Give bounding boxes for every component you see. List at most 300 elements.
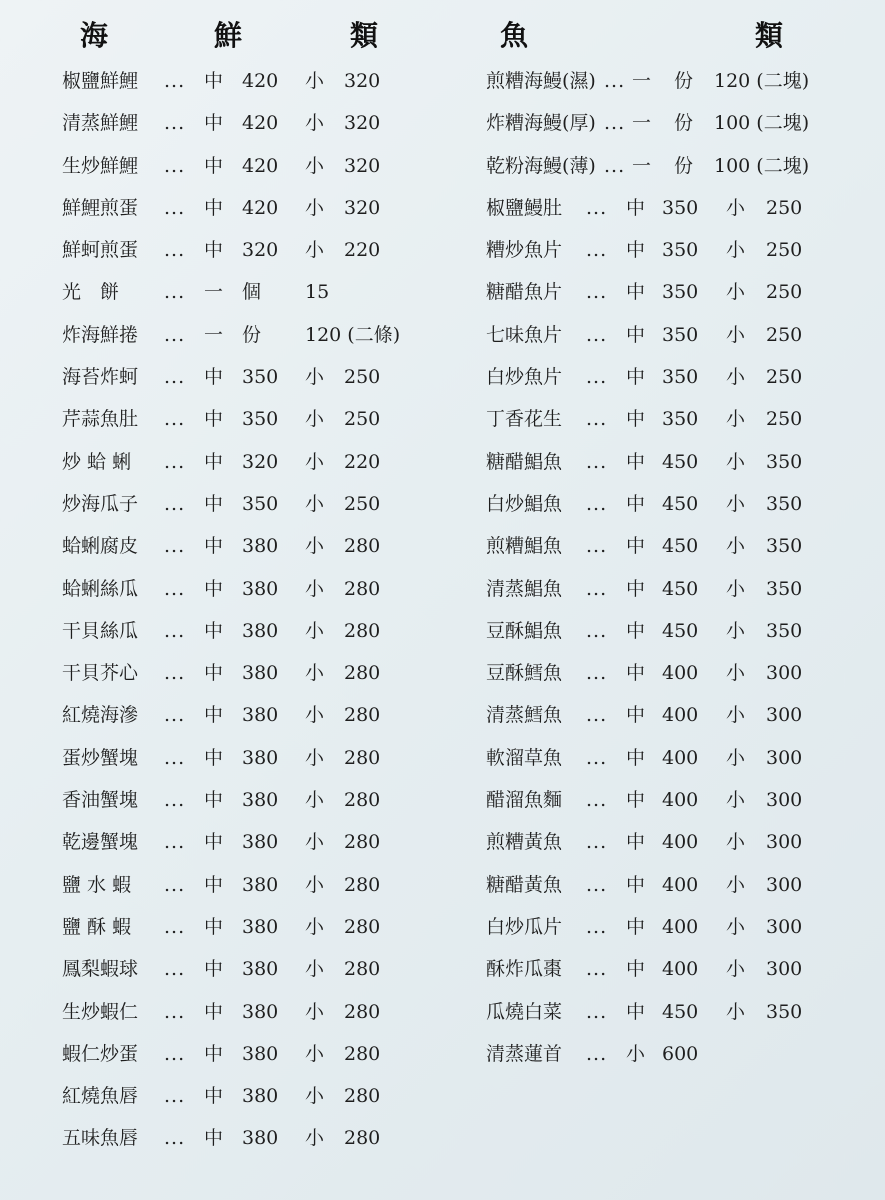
leader-dots: ... bbox=[164, 112, 186, 135]
price-medium: 400 bbox=[662, 662, 699, 685]
size-label-small: 100 (二塊) bbox=[714, 154, 810, 177]
price-small: 350 bbox=[766, 577, 803, 600]
leader-dots: ... bbox=[164, 154, 186, 177]
size-label-small: 小 bbox=[305, 873, 325, 896]
price-medium: 450 bbox=[662, 450, 699, 473]
menu-item-row bbox=[62, 779, 492, 821]
menu-item-row bbox=[486, 1033, 885, 1075]
dish-name: 清蒸鮮鯉 bbox=[62, 112, 139, 135]
leader-dots: ... bbox=[164, 239, 186, 262]
price-medium: 420 bbox=[242, 112, 279, 135]
price-small: 280 bbox=[344, 1085, 381, 1108]
dish-name: 煎糟海鰻(濕) bbox=[486, 70, 596, 92]
size-label-small: 小 bbox=[305, 577, 325, 600]
price-medium: 400 bbox=[662, 958, 699, 981]
price-small: 300 bbox=[766, 704, 803, 727]
menu-item-row bbox=[62, 102, 492, 144]
dish-name: 煎糟鯧魚 bbox=[486, 535, 563, 558]
dish-name: 煎糟黃魚 bbox=[486, 831, 563, 854]
dish-name: 清蒸鯧魚 bbox=[486, 577, 563, 600]
dish-name: 蛤蜊絲瓜 bbox=[62, 577, 139, 600]
leader-dots: ... bbox=[586, 366, 608, 389]
menu-item-row bbox=[486, 102, 885, 144]
price-small: 280 bbox=[344, 873, 381, 896]
size-label-medium: 中 bbox=[626, 239, 646, 262]
menu-item-row bbox=[62, 610, 492, 652]
dish-name: 軟溜草魚 bbox=[486, 746, 563, 769]
dish-name: 炸糟海鰻(厚) bbox=[486, 112, 596, 135]
size-label-medium: 中 bbox=[626, 619, 646, 642]
dish-name: 炒 蛤 蜊 bbox=[62, 450, 132, 473]
size-label-small: 120 (二塊) bbox=[714, 70, 810, 92]
leader-dots: ... bbox=[164, 873, 186, 896]
leader-dots: ... bbox=[586, 450, 608, 473]
menu-item-row bbox=[486, 356, 885, 398]
menu-item-row bbox=[62, 441, 492, 483]
size-label-medium: 中 bbox=[626, 492, 646, 515]
size-label-small: 小 bbox=[726, 915, 746, 938]
dish-name: 乾粉海鰻(薄) bbox=[486, 154, 596, 177]
leader-dots: ... bbox=[604, 154, 626, 177]
leader-dots: ... bbox=[586, 577, 608, 600]
leader-dots: ... bbox=[164, 1127, 186, 1150]
price-medium: 400 bbox=[662, 831, 699, 854]
price-small: 280 bbox=[344, 831, 381, 854]
menu-item-row bbox=[486, 737, 885, 779]
size-label-small: 小 bbox=[305, 915, 325, 938]
price-medium: 350 bbox=[662, 196, 699, 219]
size-label-small: 小 bbox=[305, 154, 325, 177]
header-char-5: 類 bbox=[755, 19, 784, 52]
price-medium: 380 bbox=[242, 619, 279, 642]
dish-name: 瓜燒白菜 bbox=[486, 1000, 563, 1023]
leader-dots: ... bbox=[164, 408, 186, 431]
leader-dots: ... bbox=[164, 789, 186, 812]
menu-item-row bbox=[486, 610, 885, 652]
leader-dots: ... bbox=[164, 196, 186, 219]
price-medium: 380 bbox=[242, 789, 279, 812]
size-label-medium: 中 bbox=[204, 662, 224, 685]
dish-name: 醋溜魚麵 bbox=[486, 789, 563, 812]
leader-dots: ... bbox=[164, 323, 186, 346]
price-medium: 400 bbox=[662, 704, 699, 727]
price-medium: 380 bbox=[242, 1085, 279, 1108]
price-medium: 份 bbox=[674, 154, 694, 177]
menu-item-row bbox=[486, 60, 885, 102]
price-small: 280 bbox=[344, 535, 381, 558]
dish-name: 炒海瓜子 bbox=[62, 492, 139, 515]
dish-name: 干貝芥心 bbox=[62, 662, 139, 685]
leader-dots: ... bbox=[604, 112, 626, 135]
seafood-column bbox=[62, 60, 492, 1160]
dish-name: 七味魚片 bbox=[486, 323, 563, 346]
leader-dots: ... bbox=[164, 281, 186, 304]
price-small: 250 bbox=[766, 408, 803, 431]
size-label-small: 小 bbox=[305, 619, 325, 642]
size-label-medium: 中 bbox=[204, 1000, 224, 1023]
price-small: 250 bbox=[766, 281, 803, 304]
leader-dots: ... bbox=[164, 1000, 186, 1023]
price-medium: 400 bbox=[662, 873, 699, 896]
dish-name: 紅燒海滲 bbox=[62, 704, 139, 727]
leader-dots: ... bbox=[164, 662, 186, 685]
dish-name: 鹽 水 蝦 bbox=[62, 873, 132, 896]
leader-dots: ... bbox=[164, 619, 186, 642]
price-small: 320 bbox=[344, 154, 381, 177]
size-label-medium: 一 bbox=[632, 70, 652, 92]
menu-item-row bbox=[486, 694, 885, 736]
size-label-small: 小 bbox=[726, 281, 746, 304]
price-medium: 350 bbox=[662, 408, 699, 431]
price-small: 250 bbox=[766, 323, 803, 346]
price-small: 280 bbox=[344, 958, 381, 981]
price-small: 250 bbox=[344, 408, 381, 431]
menu-item-row bbox=[62, 906, 492, 948]
price-small: 250 bbox=[766, 239, 803, 262]
size-label-medium: 中 bbox=[204, 958, 224, 981]
size-label-small: 小 bbox=[305, 704, 325, 727]
price-medium: 450 bbox=[662, 535, 699, 558]
dish-name: 蛋炒蟹塊 bbox=[62, 746, 139, 769]
leader-dots: ... bbox=[164, 704, 186, 727]
dish-name: 糖醋魚片 bbox=[486, 281, 563, 304]
menu-item-row bbox=[62, 145, 492, 187]
size-label-medium: 中 bbox=[626, 789, 646, 812]
leader-dots: ... bbox=[164, 831, 186, 854]
price-medium: 份 bbox=[674, 70, 694, 92]
size-label-medium: 中 bbox=[626, 450, 646, 473]
price-medium: 400 bbox=[662, 915, 699, 938]
size-label-small: 小 bbox=[305, 1000, 325, 1023]
size-label-medium: 中 bbox=[626, 958, 646, 981]
size-label-medium: 中 bbox=[204, 1085, 224, 1108]
size-label-small: 小 bbox=[726, 873, 746, 896]
dish-name: 鮮鯉煎蛋 bbox=[62, 196, 139, 219]
dish-name: 豆酥鯧魚 bbox=[486, 619, 563, 642]
size-label-small: 100 (二塊) bbox=[714, 112, 810, 135]
header-char-4: 魚 bbox=[500, 19, 529, 52]
price-medium: 450 bbox=[662, 492, 699, 515]
leader-dots: ... bbox=[164, 915, 186, 938]
price-small: 280 bbox=[344, 746, 381, 769]
size-label-small: 小 bbox=[726, 958, 746, 981]
size-label-medium: 中 bbox=[626, 662, 646, 685]
price-medium: 450 bbox=[662, 1000, 699, 1023]
dish-name: 紅燒魚唇 bbox=[62, 1085, 139, 1108]
size-label-medium: 中 bbox=[626, 366, 646, 389]
price-small: 350 bbox=[766, 1000, 803, 1023]
menu-item-row bbox=[62, 187, 492, 229]
leader-dots: ... bbox=[164, 535, 186, 558]
price-medium: 400 bbox=[662, 789, 699, 812]
menu-item-row bbox=[62, 1117, 492, 1159]
size-label-small: 小 bbox=[726, 239, 746, 262]
menu-item-row bbox=[486, 145, 885, 187]
leader-dots: ... bbox=[164, 1085, 186, 1108]
size-label-medium: 中 bbox=[204, 239, 224, 262]
menu-item-row bbox=[62, 314, 492, 356]
price-small: 300 bbox=[766, 746, 803, 769]
dish-name: 白炒魚片 bbox=[486, 366, 563, 389]
price-small: 300 bbox=[766, 873, 803, 896]
size-label-small: 小 bbox=[305, 662, 325, 685]
menu-header bbox=[0, 14, 885, 54]
price-medium: 380 bbox=[242, 915, 279, 938]
size-label-small: 小 bbox=[305, 492, 325, 515]
size-label-medium: 中 bbox=[204, 492, 224, 515]
leader-dots: ... bbox=[586, 196, 608, 219]
price-medium: 450 bbox=[662, 619, 699, 642]
price-small: 300 bbox=[766, 915, 803, 938]
size-label-medium: 中 bbox=[626, 577, 646, 600]
menu-item-row bbox=[62, 991, 492, 1033]
dish-name: 生炒鮮鯉 bbox=[62, 154, 139, 177]
dish-name: 香油蟹塊 bbox=[62, 789, 139, 812]
price-small: 350 bbox=[766, 450, 803, 473]
leader-dots: ... bbox=[586, 281, 608, 304]
size-label-small: 小 bbox=[305, 450, 325, 473]
size-label-medium: 中 bbox=[204, 450, 224, 473]
size-label-medium: 中 bbox=[204, 1042, 224, 1065]
price-medium: 380 bbox=[242, 1042, 279, 1065]
dish-name: 酥炸瓜棗 bbox=[486, 958, 563, 981]
price-medium: 份 bbox=[242, 323, 262, 346]
leader-dots: ... bbox=[586, 1000, 608, 1023]
size-label-small: 小 bbox=[305, 366, 325, 389]
size-label-small: 小 bbox=[726, 746, 746, 769]
leader-dots: ... bbox=[586, 492, 608, 515]
menu-item-row bbox=[62, 864, 492, 906]
size-label-medium: 中 bbox=[626, 323, 646, 346]
size-label-medium: 中 bbox=[204, 873, 224, 896]
price-medium: 420 bbox=[242, 196, 279, 219]
dish-name: 蛤蜊腐皮 bbox=[62, 535, 139, 558]
price-medium: 380 bbox=[242, 873, 279, 896]
price-small: 280 bbox=[344, 1127, 381, 1150]
size-label-medium: 一 bbox=[204, 281, 224, 304]
size-label-small: 小 bbox=[726, 662, 746, 685]
leader-dots: ... bbox=[586, 746, 608, 769]
dish-name: 乾邊蟹塊 bbox=[62, 831, 139, 854]
leader-dots: ... bbox=[586, 915, 608, 938]
size-label-small: 小 bbox=[305, 239, 325, 262]
size-label-medium: 中 bbox=[626, 873, 646, 896]
size-label-medium: 中 bbox=[626, 408, 646, 431]
size-label-small: 小 bbox=[726, 366, 746, 389]
price-small: 250 bbox=[766, 366, 803, 389]
menu-item-row bbox=[62, 1075, 492, 1117]
menu-item-row bbox=[486, 271, 885, 313]
price-small: 280 bbox=[344, 577, 381, 600]
size-label-small: 小 bbox=[726, 831, 746, 854]
menu-item-row bbox=[486, 229, 885, 271]
price-medium: 420 bbox=[242, 154, 279, 177]
size-label-small: 小 bbox=[305, 70, 325, 92]
leader-dots: ... bbox=[604, 70, 626, 92]
price-small: 320 bbox=[344, 70, 381, 92]
menu-item-row bbox=[486, 864, 885, 906]
dish-name: 鹽 酥 蝦 bbox=[62, 915, 132, 938]
price-small: 220 bbox=[344, 239, 381, 262]
leader-dots: ... bbox=[586, 619, 608, 642]
size-label-medium: 中 bbox=[204, 746, 224, 769]
dish-name: 白炒鯧魚 bbox=[486, 492, 563, 515]
price-small: 280 bbox=[344, 619, 381, 642]
size-label-medium: 中 bbox=[204, 831, 224, 854]
dish-name: 芹蒜魚肚 bbox=[62, 408, 139, 431]
size-label-medium: 中 bbox=[626, 1000, 646, 1023]
size-label-medium: 中 bbox=[626, 831, 646, 854]
menu-item-row bbox=[486, 652, 885, 694]
size-label-small: 小 bbox=[726, 1000, 746, 1023]
leader-dots: ... bbox=[586, 1042, 608, 1065]
size-label-small: 小 bbox=[305, 196, 325, 219]
dish-name: 鮮蚵煎蛋 bbox=[62, 239, 139, 262]
leader-dots: ... bbox=[586, 873, 608, 896]
menu-item-row bbox=[62, 568, 492, 610]
leader-dots: ... bbox=[586, 704, 608, 727]
fish-column bbox=[486, 60, 885, 1075]
price-medium: 個 bbox=[242, 281, 262, 304]
size-label-medium: 中 bbox=[204, 112, 224, 135]
size-label-medium: 一 bbox=[632, 112, 652, 135]
menu-item-row bbox=[486, 991, 885, 1033]
price-small: 250 bbox=[344, 492, 381, 515]
price-medium: 350 bbox=[662, 366, 699, 389]
price-small: 350 bbox=[766, 535, 803, 558]
price-medium: 350 bbox=[662, 323, 699, 346]
price-small: 250 bbox=[766, 196, 803, 219]
menu-item-row bbox=[62, 525, 492, 567]
size-label-small: 小 bbox=[305, 112, 325, 135]
size-label-small: 小 bbox=[726, 492, 746, 515]
price-medium: 420 bbox=[242, 70, 279, 92]
price-small: 350 bbox=[766, 492, 803, 515]
size-label-small: 小 bbox=[305, 1085, 325, 1108]
size-label-small: 120 (二條) bbox=[305, 323, 401, 346]
size-label-small: 小 bbox=[726, 619, 746, 642]
price-medium: 380 bbox=[242, 662, 279, 685]
menu-item-row bbox=[62, 271, 492, 313]
price-small: 300 bbox=[766, 789, 803, 812]
dish-name: 豆酥鱈魚 bbox=[486, 662, 563, 685]
size-label-small: 15 bbox=[305, 281, 330, 304]
price-medium: 380 bbox=[242, 1000, 279, 1023]
size-label-small: 小 bbox=[305, 789, 325, 812]
price-medium: 350 bbox=[662, 281, 699, 304]
price-medium: 320 bbox=[242, 239, 279, 262]
menu-item-row bbox=[486, 568, 885, 610]
size-label-medium: 中 bbox=[204, 577, 224, 600]
size-label-small: 小 bbox=[726, 704, 746, 727]
price-small: 300 bbox=[766, 662, 803, 685]
leader-dots: ... bbox=[586, 239, 608, 262]
leader-dots: ... bbox=[164, 492, 186, 515]
dish-name: 椒鹽鮮鯉 bbox=[62, 70, 139, 92]
size-label-medium: 中 bbox=[204, 366, 224, 389]
dish-name: 干貝絲瓜 bbox=[62, 619, 139, 642]
menu-item-row bbox=[486, 779, 885, 821]
size-label-medium: 一 bbox=[204, 323, 224, 346]
price-small: 280 bbox=[344, 915, 381, 938]
price-medium: 450 bbox=[662, 577, 699, 600]
size-label-medium: 中 bbox=[204, 196, 224, 219]
size-label-small: 小 bbox=[305, 746, 325, 769]
price-medium: 380 bbox=[242, 831, 279, 854]
price-small: 320 bbox=[344, 112, 381, 135]
size-label-small: 小 bbox=[726, 789, 746, 812]
dish-name: 五味魚唇 bbox=[62, 1127, 139, 1150]
size-label-medium: 中 bbox=[204, 70, 224, 92]
menu-item-row bbox=[486, 483, 885, 525]
leader-dots: ... bbox=[164, 70, 186, 92]
dish-name: 光 餅 bbox=[62, 281, 120, 304]
price-medium: 380 bbox=[242, 535, 279, 558]
leader-dots: ... bbox=[586, 408, 608, 431]
size-label-medium: 一 bbox=[632, 154, 652, 177]
leader-dots: ... bbox=[586, 535, 608, 558]
price-small: 280 bbox=[344, 789, 381, 812]
leader-dots: ... bbox=[164, 746, 186, 769]
price-medium: 380 bbox=[242, 958, 279, 981]
dish-name: 糖醋鯧魚 bbox=[486, 450, 563, 473]
price-medium: 份 bbox=[674, 112, 694, 135]
size-label-medium: 中 bbox=[204, 789, 224, 812]
price-small: 300 bbox=[766, 831, 803, 854]
size-label-small: 小 bbox=[305, 535, 325, 558]
dish-name: 清蒸鱈魚 bbox=[486, 704, 563, 727]
size-label-small: 小 bbox=[305, 1127, 325, 1150]
dish-name: 生炒蝦仁 bbox=[62, 1000, 139, 1023]
size-label-medium: 中 bbox=[626, 704, 646, 727]
dish-name: 海苔炸蚵 bbox=[62, 366, 139, 389]
leader-dots: ... bbox=[164, 366, 186, 389]
price-medium: 320 bbox=[242, 450, 279, 473]
size-label-medium: 中 bbox=[204, 535, 224, 558]
size-label-medium: 中 bbox=[626, 196, 646, 219]
size-label-small: 小 bbox=[726, 196, 746, 219]
menu-item-row bbox=[62, 1033, 492, 1075]
dish-name: 白炒瓜片 bbox=[486, 915, 563, 938]
dish-name: 丁香花生 bbox=[486, 408, 563, 431]
leader-dots: ... bbox=[586, 789, 608, 812]
size-label-medium: 中 bbox=[204, 619, 224, 642]
price-medium: 380 bbox=[242, 746, 279, 769]
price-medium: 400 bbox=[662, 746, 699, 769]
menu-item-row bbox=[486, 948, 885, 990]
price-medium: 350 bbox=[242, 492, 279, 515]
size-label-small: 小 bbox=[305, 958, 325, 981]
menu-item-row bbox=[486, 441, 885, 483]
menu-item-row bbox=[62, 652, 492, 694]
size-label-medium: 中 bbox=[204, 704, 224, 727]
price-small: 350 bbox=[766, 619, 803, 642]
dish-name: 清蒸蓮首 bbox=[486, 1042, 563, 1065]
price-small: 280 bbox=[344, 1042, 381, 1065]
menu-item-row bbox=[62, 821, 492, 863]
menu-item-row bbox=[62, 737, 492, 779]
price-medium: 350 bbox=[242, 408, 279, 431]
menu-item-row bbox=[486, 821, 885, 863]
price-medium: 600 bbox=[662, 1042, 699, 1065]
dish-name: 椒鹽鰻肚 bbox=[486, 196, 563, 219]
leader-dots: ... bbox=[164, 958, 186, 981]
size-label-medium: 中 bbox=[626, 915, 646, 938]
size-label-medium: 中 bbox=[626, 281, 646, 304]
leader-dots: ... bbox=[586, 831, 608, 854]
header-char-3: 類 bbox=[350, 19, 379, 52]
menu-item-row bbox=[486, 398, 885, 440]
